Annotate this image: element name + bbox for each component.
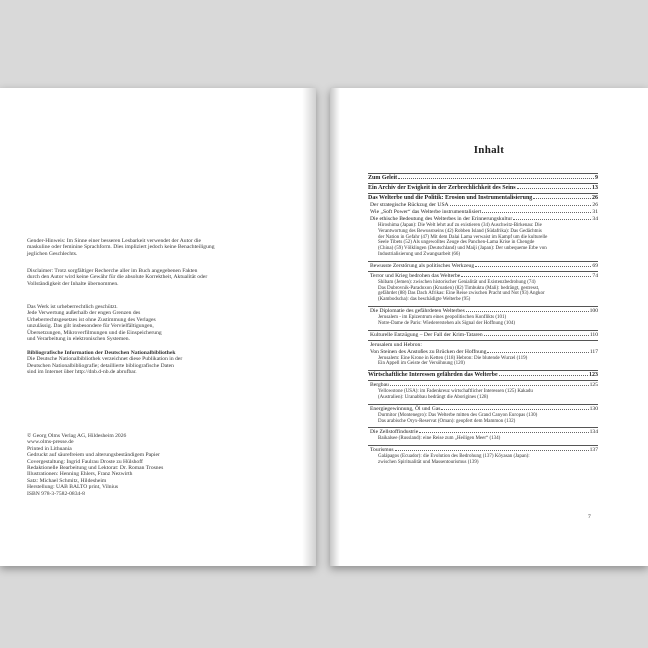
toc-entry-title: Ein Archiv der Ewigkeit in der Zerbrechlichkeit des Seins <box>368 185 516 191</box>
copyright-note <box>27 304 283 342</box>
toc-entry-title: Von Steinen des Anstoßes zu Brücken der Hoffnung <box>370 348 487 355</box>
toc-entry-title: Das Welterbe und die Politik: Erosion und Instrumentalisierung <box>368 195 533 201</box>
toc-entry-title: Zum Geleit <box>368 175 398 181</box>
toc-detail-line: zwischen Spiritualität und Massentourismus (139) <box>378 459 479 465</box>
imprint-line: www.olms-presse.de <box>27 439 74 446</box>
toc-chapter[interactable] <box>368 185 598 192</box>
toc-entry[interactable] <box>368 406 598 413</box>
toc-chapter[interactable] <box>368 372 598 379</box>
imprint-line: © Georg Olms Verlag AG, Hildesheim 2026 <box>27 433 127 439</box>
biblio-line: sind im Internet über http://dnb.d-nb.de abrufbar. <box>27 369 137 376</box>
toc-detail <box>378 223 598 258</box>
toc-gap <box>368 258 598 260</box>
toc-page-number: 34 <box>592 216 598 222</box>
toc-page-number: 9 <box>595 175 598 181</box>
gender-note-line: Gender-Hinweis: Im Sinne einer besseren Lesbarkeit verwendet der Autor die <box>27 238 202 244</box>
toc-chapter[interactable] <box>368 195 598 202</box>
table-of-contents <box>368 172 598 468</box>
toc-page-number: 74 <box>592 272 598 279</box>
imprint-line: ISBN 978-3-7582-0834-8 <box>27 490 85 497</box>
toc-rule <box>368 330 598 331</box>
toc-leader-dots <box>513 219 591 220</box>
toc-gap <box>368 327 598 329</box>
toc-rule <box>368 445 598 446</box>
toc-rule <box>368 340 598 341</box>
toc-gap <box>368 367 598 369</box>
toc-detail-line: Jerusalem: Eine Krone in Ketten (118) Hebron: Die blutende Wurzel (119) <box>378 355 528 361</box>
toc-leader-dots <box>390 385 589 386</box>
toc-leader-dots <box>475 266 591 267</box>
left-page <box>0 88 316 566</box>
toc-leader-dots <box>466 311 589 312</box>
toc-leader-dots <box>482 212 591 213</box>
toc-detail <box>378 280 598 303</box>
toc-rule <box>368 306 598 307</box>
toc-gap <box>368 442 598 444</box>
toc-gap <box>368 424 598 426</box>
toc-entry-title: Wie „Soft Power“ das Welterbe instrumentalisiert <box>370 209 482 215</box>
toc-entry-title: Der strategische Rückzug der USA <box>370 202 449 208</box>
toc-entry-title: Bergbau <box>370 382 389 389</box>
imprint <box>27 433 283 497</box>
toc-gap <box>368 401 598 403</box>
copyright-line: Das Werk ist urheberrechtlich geschützt. <box>27 304 118 310</box>
toc-entry-title: Die Diplomatie des gefährdeten Welterbes <box>370 307 465 314</box>
toc-page-number: 100 <box>589 307 598 314</box>
page-number: 7 <box>588 514 591 520</box>
imprint-line: Satz: Michael Schmitz, Hildesheim <box>27 477 107 484</box>
toc-detail <box>378 356 598 368</box>
disclaimer-line: durch den Autor wird keine Gewähr für die absolute Korrektheit, Aktualität oder <box>27 274 208 281</box>
toc-leader-dots <box>517 188 591 189</box>
biblio-line: Deutschen Nationalbibliografie; detaillierte bibliografische Daten <box>27 362 174 369</box>
disclaimer <box>27 268 283 287</box>
toc-detail <box>378 454 598 466</box>
biblio-line: Die Deutsche Nationalbibliothek verzeichnet diese Publikation in der <box>27 356 183 363</box>
toc-detail-line: Industrialisierung und Zwangsarbeit (66) <box>378 251 461 257</box>
imprint-line: Covergestaltung: Ingrid Faulrau Droste zu Hülshoff <box>27 458 143 465</box>
toc-detail-line: Jerusalem - im Epizentrum eines geopolitischen Konflikts (101) <box>378 314 507 320</box>
toc-rule <box>368 193 598 194</box>
toc-leader-dots <box>398 178 594 179</box>
toc-page-number: 69 <box>592 262 598 269</box>
copyright-line: Jede Verwertung außerhalb der engen Grenzen des <box>27 310 141 317</box>
toc-detail-line: Seele Tibets (52) Als ungewolltes Zeuge des Panchen-Lama Krise in Chengde <box>378 240 535 246</box>
toc-gap <box>368 303 598 305</box>
biblio-heading: Bibliografische Information der Deutschen Nationalbibliothek <box>27 350 176 356</box>
toc-entry-title: Bewusste Zerstörung als politisches Werkzeug <box>370 262 475 269</box>
toc-rule <box>368 173 598 174</box>
toc-entry[interactable] <box>368 216 598 223</box>
toc-page-number: 125 <box>589 382 598 389</box>
toc-detail-line: Das Dubrovnik-Paradoxon (Kroatien) (82) Timbuktu (Mali): bedrängt, gestresst, <box>378 285 540 291</box>
toc-entry[interactable] <box>368 273 598 280</box>
toc-page-number: 26 <box>592 195 598 201</box>
toc-detail-line: Yellowstone (USA): im Fadenkreuz wirtschaftlicher Interessen (125) Kakadu <box>378 389 533 395</box>
copyright-line: und Verarbeitung in elektronischen Systemen. <box>27 336 130 343</box>
biblio-text <box>27 356 283 375</box>
toc-entry-title: Die Zellstoffindustrie <box>370 429 419 436</box>
toc-page-number: 123 <box>589 372 598 379</box>
imprint-line: Illustrationen: Henning Ehlers, Franz Nezwirth <box>27 471 133 478</box>
toc-leader-dots <box>533 198 591 199</box>
toc-leader-dots <box>487 352 588 353</box>
toc-detail-line: (Kambodscha): das beschädigte Welterbe (95) <box>378 297 471 303</box>
toc-detail-line: Baikalsee (Russland): eine Reise zum „Heiligen Meer“ (134) <box>378 436 501 442</box>
toc-leader-dots <box>419 432 588 433</box>
toc-rule <box>368 370 598 371</box>
toc-entry[interactable] <box>368 342 598 349</box>
biblio-info <box>27 350 283 376</box>
toc-entry-title: Kulturelle Entzügung – Der Fall der Krim-Tataren <box>370 331 483 338</box>
toc-page-number: 117 <box>589 348 598 355</box>
toc-detail <box>378 413 598 425</box>
toc-chapter[interactable] <box>368 175 598 182</box>
copyright-line: Übersetzungen, Mikroverfilmungen und die Einspeicherung <box>27 329 162 336</box>
toc-entry[interactable] <box>368 349 598 356</box>
toc-detail <box>378 315 598 327</box>
toc-detail-line: Galápagos (Ecuador): die Evolution des Bedrohung (137) Kōyasan (Japan): <box>378 454 530 460</box>
imprint-line: Gedruckt auf säurefreiem und alterungsbeständigem Papier <box>27 452 160 459</box>
toc-detail-line: (China) (59) Völklingen (Deutschland) und Maiji (Japan): Der unbequeme Erbe von <box>378 246 547 252</box>
copyright-line: Urheberrechtsgesetzes ist ohne Zustimmung des Verlages <box>27 316 156 323</box>
toc-entry-title: Terror und Krieg bedrohen das Welterbe <box>370 272 461 279</box>
toc-page-number: 31 <box>592 209 598 215</box>
imprint-line: Printed in Lithuania <box>27 445 72 452</box>
toc-detail-line: Durmitor (Montenegro): Das Welterbe mitten des Grand Canyon Europas (130) <box>378 412 538 418</box>
toc-leader-dots <box>499 375 588 376</box>
toc-leader-dots <box>461 276 591 277</box>
toc-page-number: 130 <box>589 405 598 412</box>
toc-detail <box>378 389 598 401</box>
toc-gap <box>368 466 598 468</box>
toc-entry-title: Wirtschaftliche Interessen gefährden das Welterbe <box>368 372 498 379</box>
toc-page-number: 137 <box>589 447 598 454</box>
toc-entry[interactable] <box>368 447 598 454</box>
toc-entry[interactable] <box>368 308 598 315</box>
copyright-line: unzulässig. Das gilt insbesondere für Vervielfältigungen, <box>27 323 154 330</box>
toc-entry-title: Jerusalem und Hebron: <box>370 341 422 348</box>
imprint-line: Herstellung: UAB BALTO print, Vilnius <box>27 484 119 491</box>
toc-detail-line: Ein Appell im Geiste der Versöhnung (120) <box>378 361 465 367</box>
toc-detail-line: gefährdet (88) Das Dach Afrikas: Eine Reise zwischen Pracht und Not (93) Angkor <box>378 291 545 297</box>
gender-note <box>27 238 283 257</box>
toc-entry[interactable] <box>368 202 598 209</box>
toc-detail-line: (Australien): Uranabbau bedrängt die Aborigines (128) <box>378 394 489 400</box>
toc-detail-line: Hiroshima (Japan): Die Welt lehrt auf zu existieren (34) Auschwitz-Birkenau: Die <box>378 223 542 228</box>
toc-page-number: 26 <box>592 202 598 208</box>
gutter-shadow-right <box>330 88 340 566</box>
disclaimer-line: Disclaimer: Trotz sorgfältiger Recherche aller im Buch angegebenen Fakten <box>27 268 198 274</box>
toc-leader-dots <box>484 335 589 336</box>
toc-page-number: 134 <box>589 429 598 436</box>
gutter-shadow-left <box>302 88 316 566</box>
gender-note-line: jeglichen Geschlechts. <box>27 250 78 257</box>
toc-detail-line: Shibam (Jemen): zwischen historischer Genialität und Existenzbedrohung (74) <box>378 279 536 285</box>
toc-rule <box>368 183 598 184</box>
toc-leader-dots <box>395 450 589 451</box>
toc-entry-title: Die ethische Bedeutung des Welterbes in der Erinnerungskultur <box>370 216 513 222</box>
toc-leader-dots <box>441 409 588 410</box>
imprint-line: Redaktionelle Bearbeitung und Lektorat: Dr. Roman Trosnes <box>27 465 164 472</box>
toc-entry[interactable] <box>368 263 598 270</box>
toc-detail-line: Verantwortung des Bewusstseins (42) Robben Island (Südafrika): Das Gedächtnis <box>378 228 542 234</box>
toc-entry-title: Energiegewinnung, Öl und Gas <box>370 405 441 412</box>
toc-detail-line: der Nation in Gefahr (47) Mit dem Dalai Lama verwaist im Kampf um die kulturelle <box>378 234 548 240</box>
toc-entry[interactable] <box>368 332 598 339</box>
right-page <box>330 88 648 566</box>
toc-rule <box>368 271 598 272</box>
toc-rule <box>368 380 598 381</box>
toc-rule <box>368 261 598 262</box>
toc-detail-line: Das arabische Oryx-Reservat (Oman): geopfert dem Mammon (132) <box>378 418 516 424</box>
toc-leader-dots <box>450 205 592 206</box>
toc-detail-line: Notre-Dame de Paris: Wiedererstehen als Signal der Hoffnung (104) <box>378 320 516 326</box>
toc-page-number: 110 <box>589 331 598 338</box>
toc-entry-title: Tourismus <box>370 447 394 454</box>
toc-entry[interactable] <box>368 382 598 389</box>
toc-page-number: 13 <box>592 185 598 191</box>
toc-title: Inhalt <box>473 144 505 156</box>
gender-note-line: maskuline oder feminine Sprachform. Dies impliziert jedoch keine Benachteiligung <box>27 244 215 251</box>
disclaimer-line: Vollständigkeit der Inhalte übernommen. <box>27 280 119 287</box>
toc-rule <box>368 404 598 405</box>
toc-entry[interactable] <box>368 209 598 216</box>
